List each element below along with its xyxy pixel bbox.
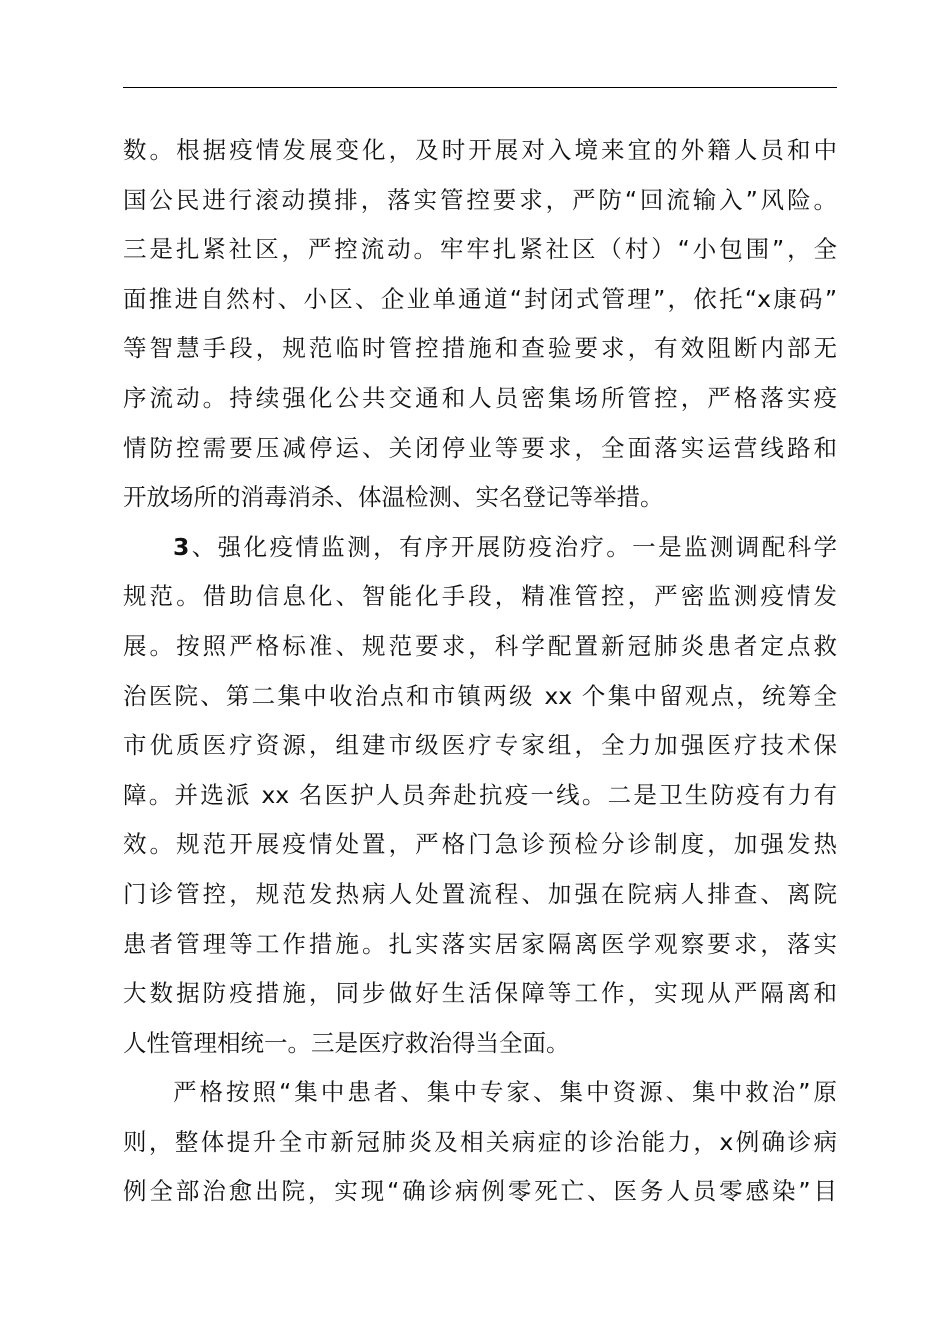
paragraph-start-line: 严格按照“集中患者、集中专家、集中资源、集中救治”原	[173, 1078, 837, 1107]
text-line: 大数据防疫措施，同步做好生活保障等工作，实现从严隔离和	[123, 979, 837, 1008]
text-line: 市优质医疗资源，组建市级医疗专家组，全力加强医疗技术保	[123, 731, 837, 760]
text-line: 效。规范开展疫情处置，严格门急诊预检分诊制度，加强发热	[123, 830, 837, 859]
text-line: 国公民进行滚动摸排，落实管控要求，严防“回流输入”风险。	[123, 185, 837, 214]
text-line: 例全部治愈出院，实现“确诊病例零死亡、医务人员零感染”目	[123, 1177, 837, 1206]
text-line: 情防控需要压减停运、关闭停业等要求，全面落实运营线路和	[123, 433, 837, 462]
text-line: 门诊管控，规范发热病人处置流程、加强在院病人排查、离院	[123, 879, 837, 908]
text-line: 开放场所的消毒消杀、体温检测、实名登记等举措。	[123, 483, 664, 512]
section-number: 3	[173, 532, 190, 561]
text-line: 展。按照严格标准、规范要求，科学配置新冠肺炎患者定点救	[123, 631, 837, 660]
text-line: 序流动。持续强化公共交通和人员密集场所管控，严格落实疫	[123, 383, 837, 412]
text-line: 人性管理相统一。三是医疗救治得当全面。	[123, 1028, 570, 1057]
header-rule	[123, 87, 837, 88]
text-line: 规范。借助信息化、智能化手段，精准管控，严密监测疫情发	[123, 582, 837, 611]
text-line: 则，整体提升全市新冠肺炎及相关病症的诊治能力，x例确诊病	[123, 1127, 837, 1156]
text-line: 治医院、第二集中收治点和市镇两级 xx 个集中留观点，统筹全	[123, 681, 837, 710]
text-line: 等智慧手段，规范临时管控措施和查验要求，有效阻断内部无	[123, 334, 837, 363]
text-line: 数。根据疫情发展变化，及时开展对入境来宜的外籍人员和中	[123, 136, 837, 164]
section-heading-line: 3、强化疫情监测，有序开展防疫治疗。一是监测调配科学	[173, 532, 837, 561]
text-line: 患者管理等工作措施。扎实落实居家隔离医学观察要求，落实	[123, 929, 837, 958]
text-line: 障。并选派 xx 名医护人员奔赴抗疫一线。二是卫生防疫有力有	[123, 780, 837, 809]
text-line: 面推进自然村、小区、企业单通道“封闭式管理”，依托“x康码”	[123, 284, 837, 313]
text-line: 三是扎紧社区，严控流动。牢牢扎紧社区（村）“小包围”，全	[123, 235, 837, 264]
document-body	[123, 126, 837, 1217]
